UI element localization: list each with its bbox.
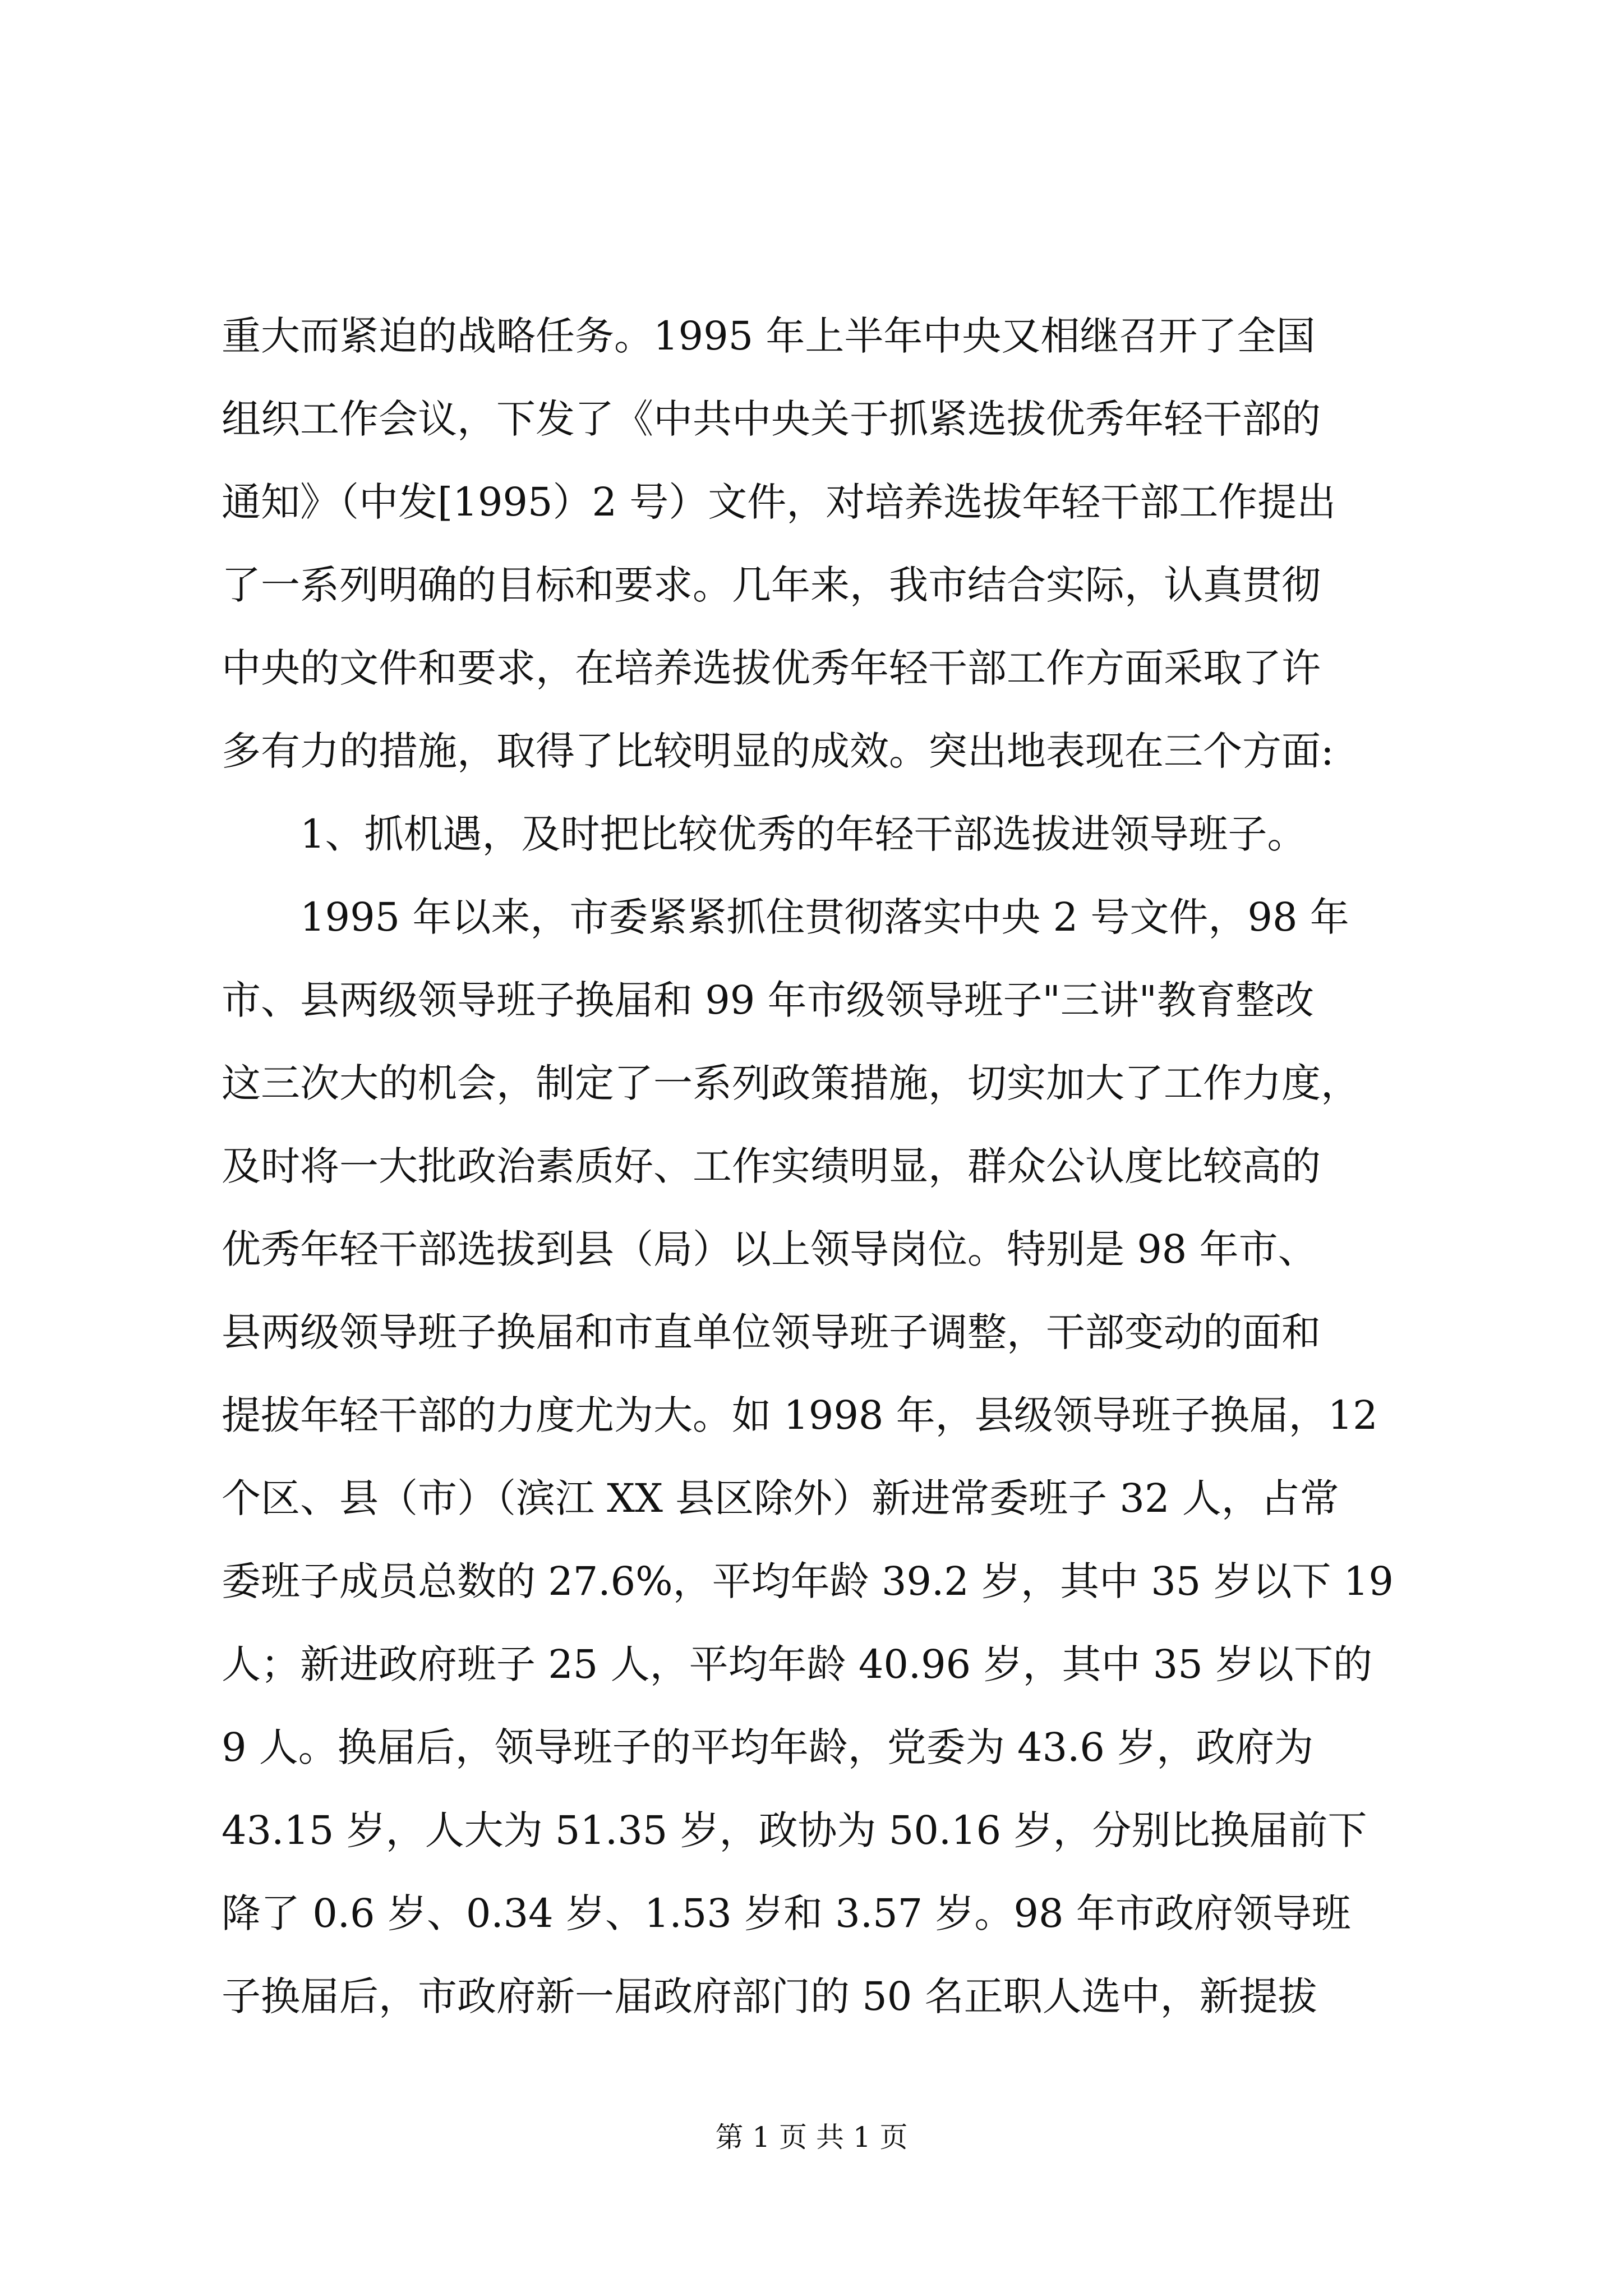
text-line: 通知》（中发[1995）2 号）文件，对培养选拔年轻干部工作提出 [222,479,1336,525]
section-heading: 1、抓机遇，及时把比较优秀的年轻干部选拔进领导班子。 [300,811,1307,857]
text-line: 委班子成员总数的 27.6%，平均年龄 39.2 岁，其中 35 岁以下 19 [222,1558,1394,1604]
text-line: 重大而紧迫的战略任务。1995 年上半年中央又相继召开了全国 [222,313,1316,359]
text-line: 市、县两级领导班子换届和 99 年市级领导班子"三讲"教育整改 [222,977,1314,1023]
text-line: 了一系列明确的目标和要求。几年来，我市结合实际，认真贯彻 [222,562,1321,608]
text-line: 提拔年轻干部的力度尤为大。如 1998 年，县级领导班子换届，12 [222,1392,1378,1438]
text-line: 人；新进政府班子 25 人，平均年龄 40.96 岁，其中 35 岁以下的 [222,1641,1373,1687]
text-line: 及时将一大批政治素质好、工作实绩明显，群众公认度比较高的 [222,1143,1321,1189]
text-line: 子换届后，市政府新一届政府部门的 50 名正职人选中，新提拔 [222,1973,1317,2019]
text-line: 1995 年以来，市委紧紧抓住贯彻落实中央 2 号文件，98 年 [300,894,1349,940]
text-line: 43.15 岁，人大为 51.35 岁，政协为 50.16 岁，分别比换届前下 [222,1807,1367,1853]
page-footer: 第 1 页 共 1 页 [715,2121,908,2154]
text-line: 优秀年轻干部选拔到县（局）以上领导岗位。特别是 98 年市、 [222,1226,1317,1272]
text-line: 县两级领导班子换届和市直单位领导班子调整，干部变动的面和 [222,1309,1321,1355]
text-line: 组织工作会议，下发了《中共中央关于抓紧选拔优秀年轻干部的 [222,396,1321,442]
text-line: 中央的文件和要求，在培养选拔优秀年轻干部工作方面采取了许 [222,645,1321,691]
text-line: 多有力的措施，取得了比较明显的成效。突出地表现在三个方面: [222,728,1334,774]
text-line: 降了 0.6 岁、0.34 岁、1.53 岁和 3.57 岁。98 年市政府领导班 [222,1890,1351,1936]
text-line: 9 人。换届后，领导班子的平均年龄，党委为 43.6 岁，政府为 [222,1724,1314,1770]
text-line: 这三次大的机会，制定了一系列政策措施，切实加大了工作力度， [222,1060,1360,1106]
text-line: 个区、县（市）（滨江 XX 县区除外）新进常委班子 32 人，占常 [222,1475,1339,1521]
body-text [222,295,1405,2038]
